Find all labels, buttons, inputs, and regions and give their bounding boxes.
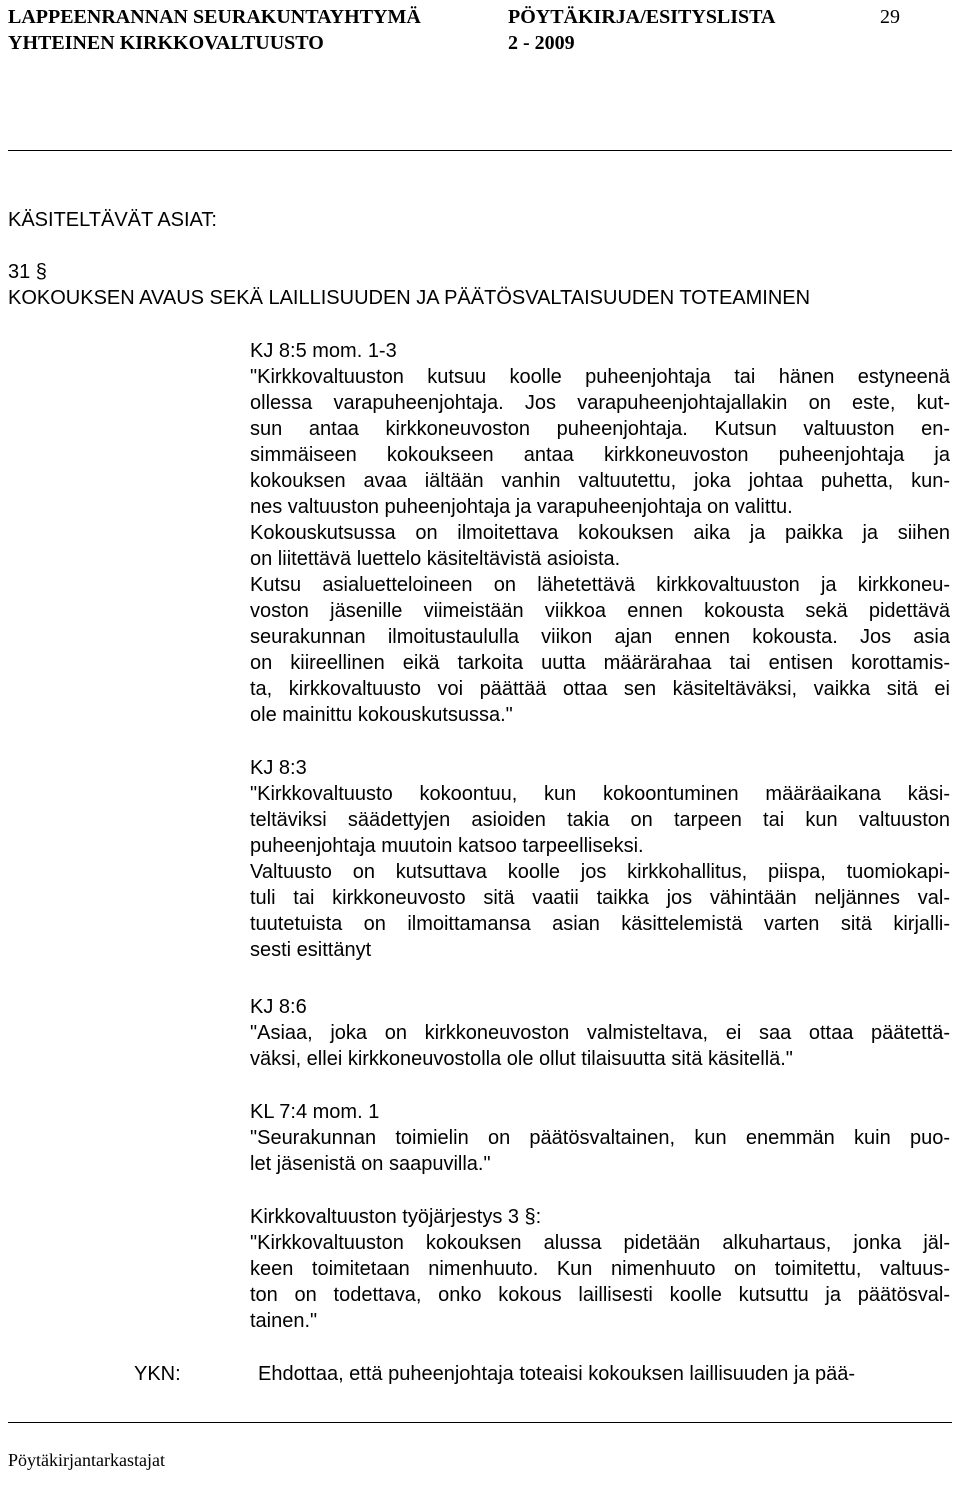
item-number: 31 §: [8, 261, 47, 283]
paragraph-line: tuutetuista on ilmoittamansa asian käsittelemistä varten sitä kirjalli-: [250, 913, 950, 935]
paragraph-tyojarjestys-3: [250, 1204, 950, 1334]
paragraph-line: seurakunnan ilmoitustaululla viikon ajan ennen kokousta. Jos asia: [250, 626, 950, 648]
paragraph-line: KJ 8:3: [250, 757, 307, 779]
paragraph-line: "Kirkkovaltuuston kokouksen alussa pidetään alkuhartaus, jonka jäl-: [250, 1232, 950, 1254]
paragraph-line: "Kirkkovaltuusto kokoontuu, kun kokoontuminen määräaikana käsi-: [250, 783, 950, 805]
paragraph-line: nes valtuuston puheenjohtaja ja varapuheenjohtaja on valittu.: [250, 496, 793, 518]
paragraph-line: on liitettävä luettelo käsiteltävistä asioista.: [250, 548, 621, 570]
paragraph-line: ollessa varapuheenjohtaja. Jos varapuheenjohtajallakin on este, kut-: [250, 392, 950, 414]
paragraph-line: sesti esittänyt: [250, 939, 372, 961]
paragraph-line: simmäiseen kokoukseen antaa kirkkoneuvoston puheenjohtaja ja: [250, 444, 950, 466]
proposal-text: Ehdottaa, että puheenjohtaja toteaisi kokouksen laillisuuden ja pää-: [258, 1363, 856, 1385]
paragraph-line: keen toimitetaan nimenhuuto. Kun nimenhuuto on toimitettu, valtuus-: [250, 1258, 950, 1280]
paragraph-line: KL 7:4 mom. 1: [250, 1101, 380, 1123]
page-number: 29: [880, 6, 900, 28]
paragraph-line: Kokouskutsussa on ilmoitettava kokouksen aika ja paikka ja siihen: [250, 522, 950, 544]
proposal-label: YKN:: [134, 1363, 181, 1385]
paragraph-line: on kiireellinen eikä tarkoita uutta määrärahaa tai entisen korottamis-: [250, 652, 950, 674]
paragraph-line: ole mainittu kokouskutsussa.": [250, 704, 513, 726]
section-heading: KÄSITELTÄVÄT ASIAT:: [8, 209, 217, 231]
paragraph-kj-8-3: [250, 755, 950, 963]
paragraph-line: teltäviksi säädettyjen asioiden takia on tarpeen tai kun valtuuston: [250, 809, 950, 831]
paragraph-line: let jäsenistä on saapuvilla.": [250, 1153, 491, 1175]
footer-divider: [8, 1422, 952, 1423]
paragraph-line: KJ 8:6: [250, 996, 307, 1018]
paragraph-line: väksi, ellei kirkkoneuvostolla ole ollut tilaisuutta sitä käsitellä.": [250, 1048, 793, 1070]
paragraph-line: "Seurakunnan toimielin on päätösvaltainen, kun enemmän kuin puo-: [250, 1127, 950, 1149]
paragraph-line: ta, kirkkovaltuusto voi päättää ottaa sen käsiteltäväksi, vaikka sitä ei: [250, 678, 950, 700]
paragraph-line: Kutsu asialuetteloineen on lähetettävä kirkkovaltuuston ja kirkkoneu-: [250, 574, 950, 596]
item-title: KOKOUKSEN AVAUS SEKÄ LAILLISUUDEN JA PÄÄTÖSVALTAISUUDEN TOTEAMINEN: [8, 287, 811, 309]
footer-signatories: Pöytäkirjantarkastajat: [8, 1450, 165, 1470]
paragraph-line: Kirkkovaltuuston työjärjestys 3 §:: [250, 1206, 542, 1228]
header-divider: [8, 150, 952, 151]
paragraph-kj-8-6: [250, 994, 950, 1072]
paragraph-line: KJ 8:5 mom. 1-3: [250, 340, 397, 362]
paragraph-line: ton on todettava, onko kokous laillisesti koolle kutsuttu ja päätösval-: [250, 1284, 950, 1306]
paragraph-line: "Kirkkovaltuuston kutsuu koolle puheenjohtaja tai hänen estyneenä: [250, 366, 950, 388]
paragraph-line: kokouksen avaa iältään vanhin valtuutettu, joka johtaa puhetta, kun-: [250, 470, 950, 492]
organization-name: LAPPEENRANNAN SEURAKUNTAYHTYMÄ: [8, 6, 421, 28]
paragraph-line: "Asiaa, joka on kirkkoneuvoston valmisteltava, ei saa ottaa päätettä-: [250, 1022, 950, 1044]
paragraph-line: Valtuusto on kutsuttava koolle jos kirkkohallitus, piispa, tuomiokapi-: [250, 861, 950, 883]
document-type: PÖYTÄKIRJA/ESITYSLISTA: [508, 6, 776, 28]
paragraph-line: tuli tai kirkkoneuvosto sitä vaatii taikka jos vähintään neljännes val-: [250, 887, 950, 909]
paragraph-line: tainen.": [250, 1310, 318, 1332]
council-name: YHTEINEN KIRKKOVALTUUSTO: [8, 32, 324, 54]
paragraph-kj-8-5: [250, 338, 950, 728]
paragraph-kl-7-4: [250, 1099, 950, 1177]
paragraph-line: voston jäsenille viimeistään viikkoa ennen kokousta sekä pidettävä: [250, 600, 950, 622]
document-number: 2 - 2009: [508, 32, 575, 54]
paragraph-line: puheenjohtaja muutoin katsoo tarpeelliseksi.: [250, 835, 644, 857]
paragraph-line: sun antaa kirkkoneuvoston puheenjohtaja. Kutsun valtuuston en-: [250, 418, 950, 440]
